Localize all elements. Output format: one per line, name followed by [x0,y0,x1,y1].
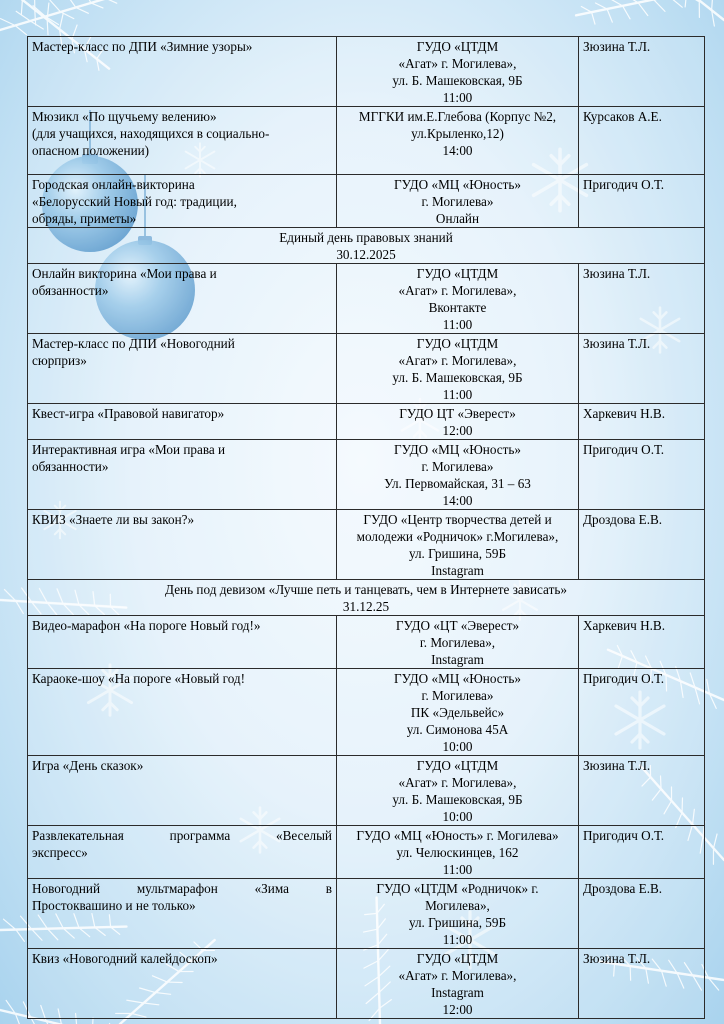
venue-line: молодежи «Родничок» г.Могилева», [356,529,559,544]
event-name-line: Простоквашино и не только» [32,898,196,913]
responsible-cell [579,264,705,334]
venue-line: ГУДО ЦТ «Эверест» [399,406,516,421]
event-name-line: Видео-марафон «На пороге Новый год!» [32,618,261,633]
table-row [28,334,705,404]
venue-line: 11:00 [442,932,473,947]
responsible-name: Пригодич О.Т. [583,177,665,192]
event-name-cell [28,107,337,175]
venue-line: г. Могилева» [421,459,494,474]
table-row [28,826,705,879]
venue-line: 12:00 [442,1002,473,1017]
event-name-line: обязанности» [32,459,109,474]
table-row [28,510,705,580]
table-row [28,440,705,510]
day-header [28,580,705,616]
venue-line: «Агат» г. Могилева», [398,968,517,983]
venue-line: ГУДО «ЦТДМ [416,758,499,773]
day-header [28,228,705,264]
event-name-cell [28,510,337,580]
venue-line: ГУДО «ЦТДМ [416,39,499,54]
event-name-line: Онлайн викторина «Мои права и [32,266,217,281]
event-name-line: Развлекательная программа «Веселый [32,828,332,843]
responsible-cell [579,616,705,669]
table-row [28,756,705,826]
event-name-line: Интерактивная игра «Мои права и [32,442,226,457]
venue-line: Instagram [431,985,484,1000]
event-name-line: Игра «День сказок» [32,758,144,773]
venue-line: ул. Б. Машековская, 9Б [392,792,523,807]
responsible-cell [579,949,705,1019]
event-name-line: Мастер-класс по ДПИ «Новогодний [32,336,235,351]
day-header-row [28,228,705,264]
responsible-name: Пригодич О.Т. [583,442,665,457]
event-name-cell [28,756,337,826]
responsible-cell [579,879,705,949]
responsible-cell [579,510,705,580]
responsible-name: Харкевич Н.В. [583,618,666,633]
venue-cell [337,440,579,510]
event-name-line: Новогодний мультмарафон «Зима в [32,881,332,896]
venue-line: ГУДО «Центр творчества детей и [363,512,552,527]
event-name-cell [28,175,337,228]
venue-line: 11:00 [442,387,473,402]
table-row [28,37,705,107]
responsible-cell [579,669,705,756]
schedule-page [27,36,701,1019]
venue-line: ул.Крыленко,12) [411,126,504,141]
venue-line: «Агат» г. Могилева», [398,56,517,71]
venue-cell [337,756,579,826]
responsible-cell [579,37,705,107]
event-name-cell [28,334,337,404]
event-name-cell [28,826,337,879]
table-row [28,404,705,440]
venue-line: г. Могилева» [421,194,494,209]
event-name-line: (для учащихся, находящихся в социально- [32,126,270,141]
event-name-cell [28,879,337,949]
venue-line: ГУДО «ЦТДМ «Родничок» г. [376,881,539,896]
event-name-cell [28,669,337,756]
venue-line: ГУДО «МЦ «Юность» [394,177,521,192]
event-name-line: Мастер-класс по ДПИ «Зимние узоры» [32,39,253,54]
venue-line: 11:00 [442,90,473,105]
venue-line: ул. Симонова 45А [406,722,509,737]
venue-line: 10:00 [442,809,473,824]
event-name-line: сюрприз» [32,353,87,368]
venue-line: ул. Гришина, 59Б [408,915,507,930]
venue-line: Могилева», [425,898,490,913]
venue-cell [337,107,579,175]
table-row [28,264,705,334]
day-title: День под девизом «Лучше петь и танцевать, чем в Интернете зависать» [165,582,567,597]
venue-line: Вконтакте [428,300,487,315]
venue-line: МГГКИ им.Е.Глебова (Корпус №2, [358,109,557,124]
venue-cell [337,669,579,756]
day-date: 30.12.2025 [336,247,396,262]
venue-line: Instagram [431,652,484,667]
venue-cell [337,175,579,228]
venue-line: 12:00 [442,423,473,438]
responsible-cell [579,107,705,175]
venue-cell [337,37,579,107]
responsible-cell [579,334,705,404]
table-row [28,175,705,228]
venue-line: Онлайн [435,211,480,226]
event-name-line: экспресс» [32,845,88,860]
venue-cell [337,334,579,404]
venue-line: ул. Челюскинцев, 162 [396,845,519,860]
venue-cell [337,404,579,440]
venue-line: ГУДО «ЦТДМ [416,336,499,351]
responsible-name: Зюзина Т.Л. [583,758,651,773]
event-name-line: «Белорусский Новый год: традиции, [32,194,237,209]
venue-line: ГУДО «МЦ «Юность» г. Могилева» [356,828,559,843]
responsible-cell [579,826,705,879]
venue-line: «Агат» г. Могилева», [398,775,517,790]
venue-cell [337,616,579,669]
responsible-name: Зюзина Т.Л. [583,336,651,351]
venue-line: «Агат» г. Могилева», [398,283,517,298]
table-row [28,669,705,756]
event-name-line: Квиз «Новогодний калейдоскоп» [32,951,218,966]
event-name-cell [28,404,337,440]
event-name-line: опасном положении) [32,143,150,158]
day-date: 31.12.25 [342,599,390,614]
responsible-cell [579,175,705,228]
venue-line: Instagram [431,563,484,578]
venue-line: г. Могилева» [421,688,494,703]
event-name-line: КВИЗ «Знаете ли вы закон?» [32,512,195,527]
day-header-row [28,580,705,616]
event-name-cell [28,264,337,334]
venue-cell [337,510,579,580]
venue-line: ПК «Эдельвейс» [410,705,505,720]
responsible-cell [579,440,705,510]
event-name-cell [28,37,337,107]
venue-line: Ул. Первомайская, 31 – 63 [384,476,531,491]
venue-line: ГУДО «МЦ «Юность» [394,671,521,686]
venue-line: ГУДО «ЦТ «Эверест» [395,618,520,633]
event-name-line: Городская онлайн-викторина [32,177,195,192]
event-name-line: Караоке-шоу «На пороге «Новый год! [32,671,246,686]
venue-line: г. Могилева», [419,635,496,650]
event-name-cell [28,616,337,669]
responsible-name: Пригодич О.Т. [583,828,665,843]
event-name-line: обряды, приметы» [32,211,137,226]
table-row [28,616,705,669]
venue-line: «Агат» г. Могилева», [398,353,517,368]
venue-line: ГУДО «ЦТДМ [416,266,499,281]
responsible-name: Пригодич О.Т. [583,671,665,686]
venue-line: ул. Гришина, 59Б [408,546,507,561]
event-schedule-table [27,36,705,1019]
event-name-line: Квест-игра «Правовой навигатор» [32,406,225,421]
responsible-name: Зюзина Т.Л. [583,39,651,54]
venue-cell [337,826,579,879]
responsible-name: Курсаков А.Е. [583,109,662,124]
table-row [28,879,705,949]
venue-cell [337,879,579,949]
venue-line: ГУДО «ЦТДМ [416,951,499,966]
venue-line: ул. Б. Машековская, 9Б [392,73,523,88]
venue-line: 14:00 [442,143,473,158]
responsible-name: Харкевич Н.В. [583,406,666,421]
venue-line: 10:00 [442,739,473,754]
responsible-name: Зюзина Т.Л. [583,266,651,281]
venue-line: 14:00 [442,493,473,508]
event-name-cell [28,949,337,1019]
venue-cell [337,949,579,1019]
responsible-cell [579,404,705,440]
venue-cell [337,264,579,334]
day-title: Единый день правовых знаний [279,230,453,245]
responsible-name: Дроздова Е.В. [583,881,663,896]
venue-line: 11:00 [442,862,473,877]
responsible-cell [579,756,705,826]
venue-line: ГУДО «МЦ «Юность» [394,442,521,457]
responsible-name: Дроздова Е.В. [583,512,663,527]
venue-line: 11:00 [442,317,473,332]
event-name-line: обязанности» [32,283,109,298]
event-name-cell [28,440,337,510]
venue-line: ул. Б. Машековская, 9Б [392,370,523,385]
responsible-name: Зюзина Т.Л. [583,951,651,966]
table-row [28,949,705,1019]
table-row [28,107,705,175]
event-name-line: Мюзикл «По щучьему велению» [32,109,217,124]
